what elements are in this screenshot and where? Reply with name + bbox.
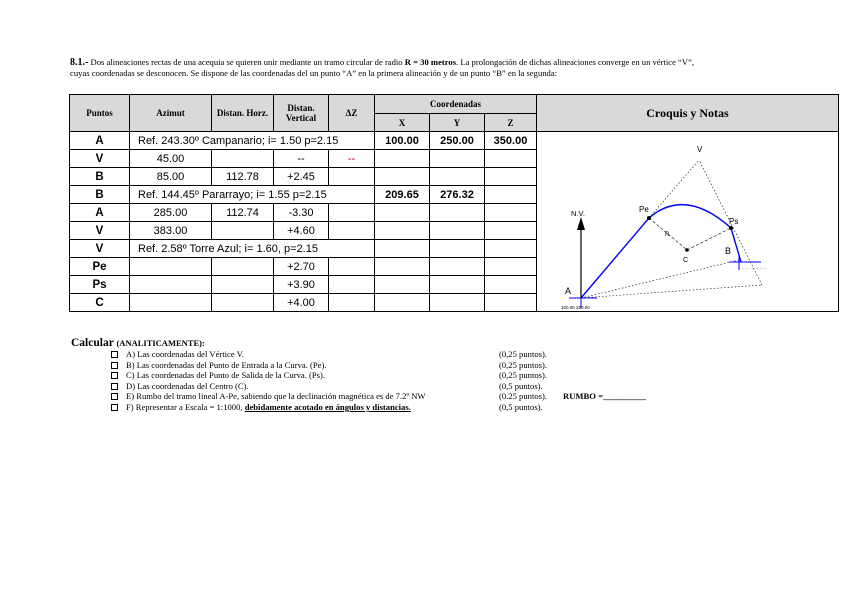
problem-statement xyxy=(70,57,815,79)
cell-y xyxy=(430,150,485,168)
task-text-container xyxy=(126,402,411,413)
cell-dv: -- xyxy=(274,150,329,168)
label-ps: Ps xyxy=(729,217,739,226)
cell-dz: -- xyxy=(329,150,375,168)
header-z: Z xyxy=(485,114,537,132)
table-row xyxy=(70,132,839,150)
header-x: X xyxy=(375,114,430,132)
cell-x xyxy=(375,276,430,294)
cell-punto: A xyxy=(70,132,130,150)
cell-dh xyxy=(212,276,274,294)
cell-y xyxy=(430,240,485,258)
point-ps xyxy=(729,226,733,230)
calculate-section xyxy=(71,337,771,412)
cell-x: 100.00 xyxy=(375,132,430,150)
cell-dv: +4.60 xyxy=(274,222,329,240)
calculate-subheading: (ANALITICAMENTE): xyxy=(116,338,205,348)
cell-z xyxy=(485,150,537,168)
cell-azimut: 285.00 xyxy=(130,204,212,222)
cell-punto: Pe xyxy=(70,258,130,276)
cell-x xyxy=(375,222,430,240)
cell-dh: 112.78 xyxy=(212,168,274,186)
label-a-coords: 100.00 250.00 xyxy=(561,305,590,310)
cell-dv: +4.00 xyxy=(274,294,329,312)
line-a-ref xyxy=(581,285,762,298)
label-c: C xyxy=(683,257,689,264)
survey-table xyxy=(69,94,839,312)
cell-dh xyxy=(212,258,274,276)
label-v: V xyxy=(697,145,703,154)
checkbox-icon xyxy=(111,404,118,411)
point-pe xyxy=(647,216,651,220)
cell-z xyxy=(485,240,537,258)
label-a: A xyxy=(565,286,572,296)
cell-dz xyxy=(329,204,375,222)
point-c xyxy=(685,248,689,252)
cell-dz xyxy=(329,294,375,312)
cell-x xyxy=(375,294,430,312)
sketch-cell xyxy=(537,132,839,312)
task-text: B) Las coordenadas del Punto de Entrada a la Curva. (Pe). xyxy=(126,359,327,370)
task-text: C) Las coordenadas del Punto de Salida de la Curva. (Ps). xyxy=(126,370,326,381)
calculate-title xyxy=(71,337,771,349)
cell-punto: V xyxy=(70,222,130,240)
header-azimut: Azimut xyxy=(130,95,212,132)
circular-curve xyxy=(649,205,731,228)
radius-value: R = 30 metros xyxy=(404,57,457,67)
cell-dv: +2.45 xyxy=(274,168,329,186)
checkbox-icon xyxy=(111,372,118,379)
cell-dz xyxy=(329,222,375,240)
cell-dz xyxy=(329,168,375,186)
cell-y xyxy=(430,222,485,240)
cell-z xyxy=(485,294,537,312)
cell-azimut xyxy=(130,258,212,276)
cell-dv: +2.70 xyxy=(274,258,329,276)
cell-reference: Ref. 243.30º Campanario; i= 1.50 p=2.15 xyxy=(130,132,375,150)
cell-dv: -3.30 xyxy=(274,204,329,222)
cell-azimut: 383.00 xyxy=(130,222,212,240)
list-item xyxy=(111,402,751,413)
cell-x xyxy=(375,150,430,168)
label-pe: Pe xyxy=(639,205,649,214)
cell-z xyxy=(485,276,537,294)
checkbox-icon xyxy=(111,393,118,400)
header-puntos: Puntos xyxy=(70,95,130,132)
checkbox-icon xyxy=(111,362,118,369)
label-b: B xyxy=(725,246,732,256)
task-points: (0,25 puntos). xyxy=(499,349,547,359)
cell-y xyxy=(430,168,485,186)
north-arrow-head xyxy=(577,217,585,230)
cell-punto: B xyxy=(70,186,130,204)
cell-punto: Ps xyxy=(70,276,130,294)
list-item xyxy=(111,349,751,360)
cell-z xyxy=(485,186,537,204)
cell-z xyxy=(485,168,537,186)
cell-reference: Ref. 2.58º Torre Azul; i= 1.60, p=2.15 xyxy=(130,240,375,258)
problem-number: 8.1.- xyxy=(70,57,89,68)
cell-y xyxy=(430,276,485,294)
cell-z: 350.00 xyxy=(485,132,537,150)
task-text: F) Representar a Escala = 1:1000, xyxy=(126,401,243,412)
cell-punto: V xyxy=(70,150,130,168)
cell-azimut: 85.00 xyxy=(130,168,212,186)
cell-x: 209.65 xyxy=(375,186,430,204)
statement-line1a: Dos alineaciones rectas de una acequia se quieren unir mediante un tramo circular de radio xyxy=(90,57,403,67)
sketch-diagram xyxy=(537,132,839,312)
cell-x xyxy=(375,240,430,258)
header-croquis: Croquis y Notas xyxy=(537,95,839,132)
task-points: (0.25 puntos). xyxy=(499,391,547,402)
cell-azimut xyxy=(130,276,212,294)
list-item xyxy=(111,391,751,402)
task-text: D) Las coordenadas del Centro (C). xyxy=(126,380,249,391)
checkbox-icon xyxy=(111,351,118,358)
header-dist-horz: Distan. Horz. xyxy=(212,95,274,132)
header-dist-vert: Distan. Vertical xyxy=(274,95,329,132)
cell-x xyxy=(375,258,430,276)
cell-azimut: 45.00 xyxy=(130,150,212,168)
cell-azimut xyxy=(130,294,212,312)
task-points: (0,5 puntos). xyxy=(499,401,543,412)
task-text-underlined: debidamente acotado en ángulos y distancias. xyxy=(244,401,411,412)
cell-dh xyxy=(212,222,274,240)
cell-y: 250.00 xyxy=(430,132,485,150)
task-text: E) Rumbo del tramo lineal A-Pe, sabiendo que la declinación magnética es de 7.2º NW xyxy=(126,391,426,402)
cell-dv: +3.90 xyxy=(274,276,329,294)
statement-line2: cuyas coordenadas se desconocen. Se dispone de las coordenadas del un punto “A” en la primera alineación y de un punto “B” en la segunda: xyxy=(70,68,558,78)
task-text: A) Las coordenadas del Vértice V. xyxy=(126,349,244,359)
header-y: Y xyxy=(430,114,485,132)
task-list xyxy=(111,349,751,413)
cell-y xyxy=(430,204,485,222)
cell-z xyxy=(485,204,537,222)
cell-x xyxy=(375,204,430,222)
statement-line1b: . La prolongación de dichas alineaciones converge en un vértice “V”, xyxy=(456,57,695,67)
cell-y xyxy=(430,294,485,312)
cell-z xyxy=(485,258,537,276)
list-item xyxy=(111,381,751,392)
cell-punto: V xyxy=(70,240,130,258)
cell-punto: C xyxy=(70,294,130,312)
line-a-b xyxy=(581,260,739,298)
list-item xyxy=(111,370,751,381)
calculate-heading: Calcular xyxy=(71,337,114,349)
rumbo-blank: RUMBO =__________ xyxy=(563,391,646,402)
cell-dz xyxy=(329,258,375,276)
cell-dh xyxy=(212,150,274,168)
cell-z xyxy=(485,222,537,240)
label-b-coords: · · · ·· ·· ·· ·· xyxy=(743,266,767,271)
task-points: (0,5 puntos). xyxy=(499,380,543,391)
task-points: (0,25 puntos). xyxy=(499,359,547,370)
label-nv: N.V. xyxy=(571,209,585,218)
cell-dh xyxy=(212,294,274,312)
cell-reference: Ref. 144.45º Pararrayo; i= 1.55 p=2.15 xyxy=(130,186,375,204)
cell-punto: A xyxy=(70,204,130,222)
task-points: (0,25 puntos). xyxy=(499,370,547,381)
cell-punto: B xyxy=(70,168,130,186)
cell-dz xyxy=(329,276,375,294)
cell-y: 276.32 xyxy=(430,186,485,204)
checkbox-icon xyxy=(111,383,118,390)
alignment-a-pe xyxy=(581,218,649,298)
cell-y xyxy=(430,258,485,276)
line-pe-v xyxy=(649,160,699,218)
cell-x xyxy=(375,168,430,186)
list-item xyxy=(111,360,751,371)
label-r: R xyxy=(665,232,670,238)
header-dz: ΔZ xyxy=(329,95,375,132)
header-coordenadas: Coordenadas xyxy=(375,95,537,114)
cell-dh: 112.74 xyxy=(212,204,274,222)
